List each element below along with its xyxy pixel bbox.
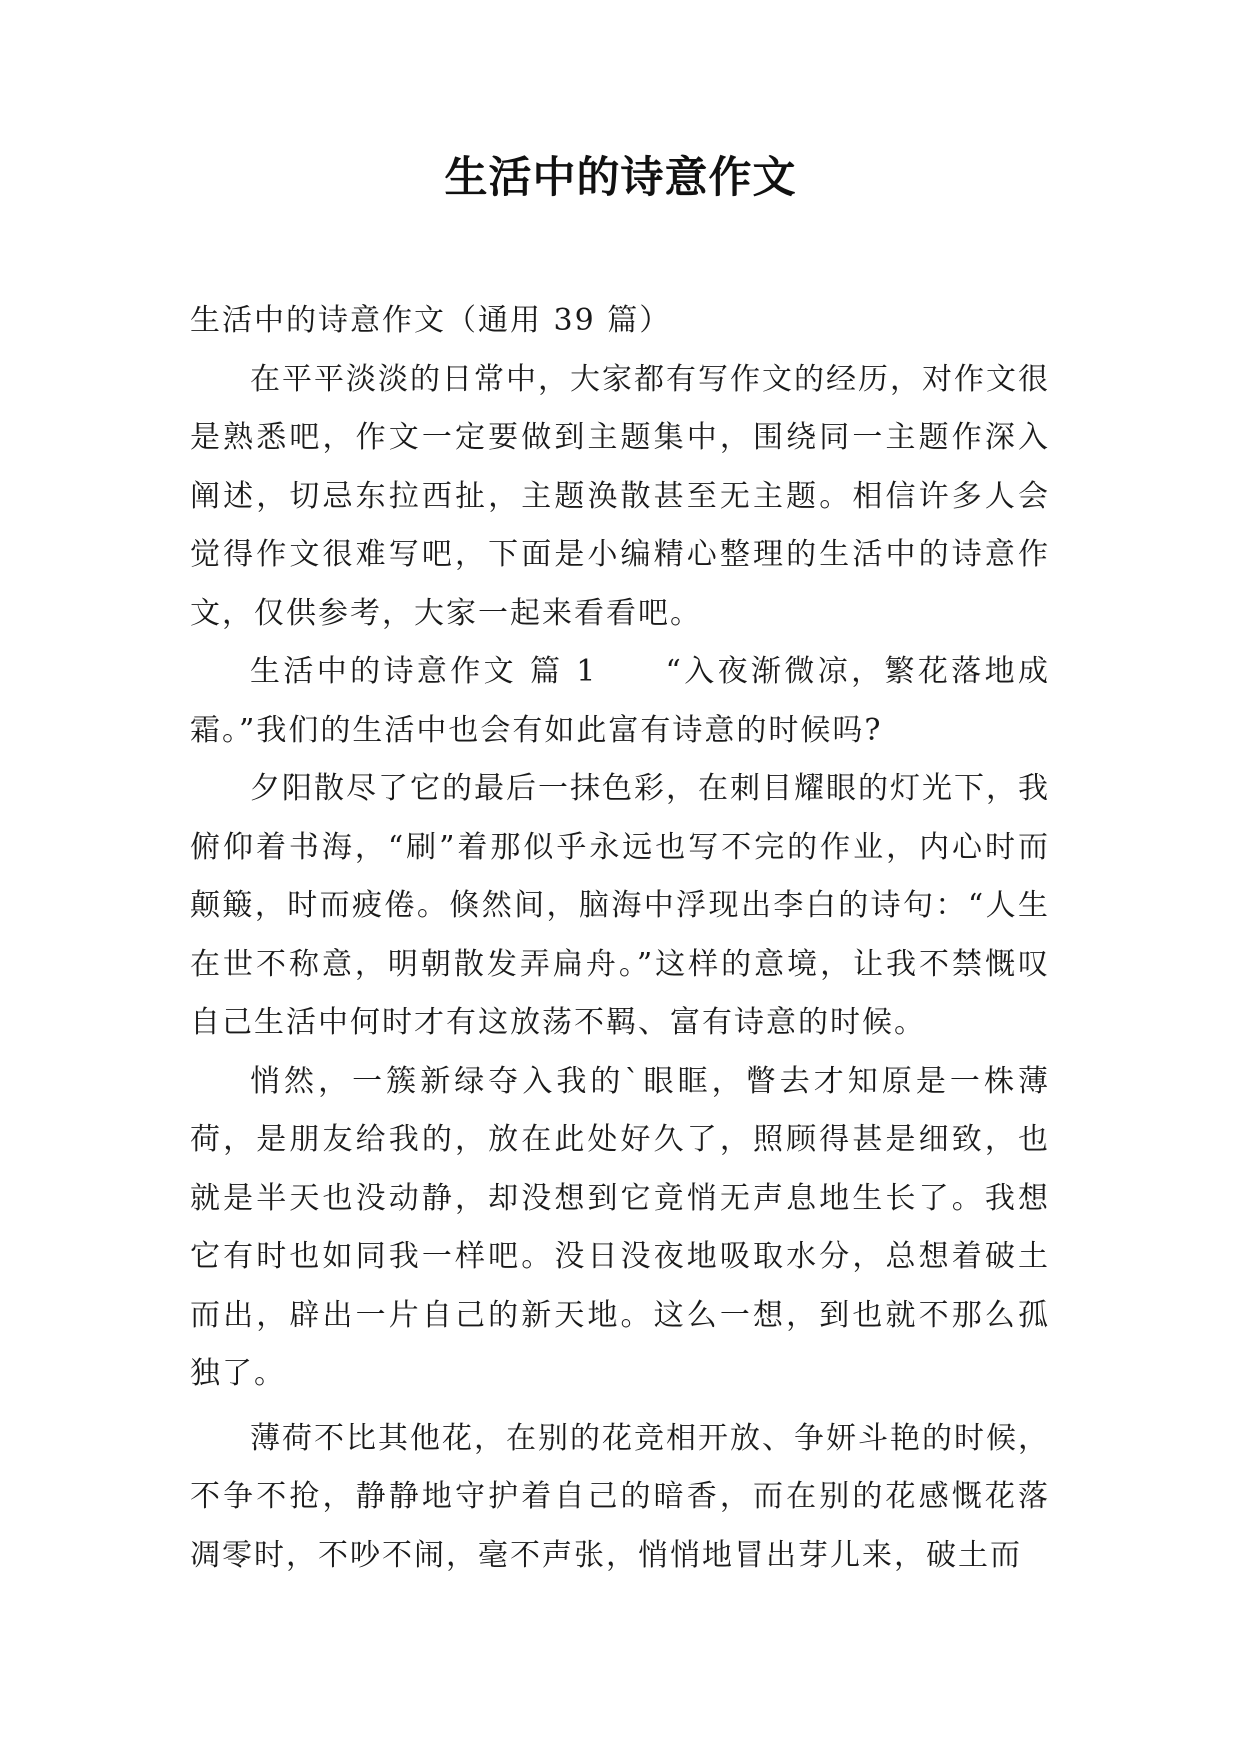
document-subtitle: 生活中的诗意作文（通用 39 篇） <box>190 303 672 338</box>
paragraph-intro: 在平平淡淡的日常中，大家都有写作文的经历，对作文很是熟悉吧，作文一定要做到主题集中，围绕同一主题作深入阐述，切忌东拉西扯，主题涣散甚至无主题。相信许多人会觉得作文很难写吧，下面是小编精心整理的生活中的诗意作文，仅供参考，大家一起来看看吧。 <box>190 361 1050 631</box>
paragraph-mint-growth: 悄然，一簇新绿夺入我的`眼眶，瞥去才知原是一株薄荷，是朋友给我的，放在此处好久了，照顾得甚是细致，也就是半天也没动静，却没想到它竟悄无声息地生长了。我想它有时也如同我一样吧。没日没夜地吸取水分，总想着破土而出，辟出一片自己的新天地。这么一想，到也就不那么孤独了。 <box>190 1063 1050 1391</box>
paragraph-essay-1-heading: 生活中的诗意作文 篇 1 “入夜渐微凉，繁花落地成霜。”我们的生活中也会有如此富有诗意的时候吗? <box>190 654 1050 748</box>
paragraph-mint-nature: 薄荷不比其他花，在别的花竞相开放、争妍斗艳的时候，不争不抢，静静地守护着自己的暗香，而在别的花感慨花落凋零时，不吵不闹，毫不声张，悄悄地冒出芽儿来，破土而 <box>190 1420 1050 1573</box>
document-body <box>190 292 1050 1585</box>
paragraph-sunset: 夕阳散尽了它的最后一抹色彩，在刺目耀眼的灯光下，我俯仰着书海，“刷”着那似乎永远也写不完的作业，内心时而颠簸，时而疲倦。倏然间，脑海中浮现出李白的诗句：“人生在世不称意，明朝散发弄扁舟。”这样的意境，让我不禁慨叹自己生活中何时才有这放荡不羁、富有诗意的时候。 <box>190 771 1050 1040</box>
document-title: 生活中的诗意作文 <box>444 153 797 203</box>
